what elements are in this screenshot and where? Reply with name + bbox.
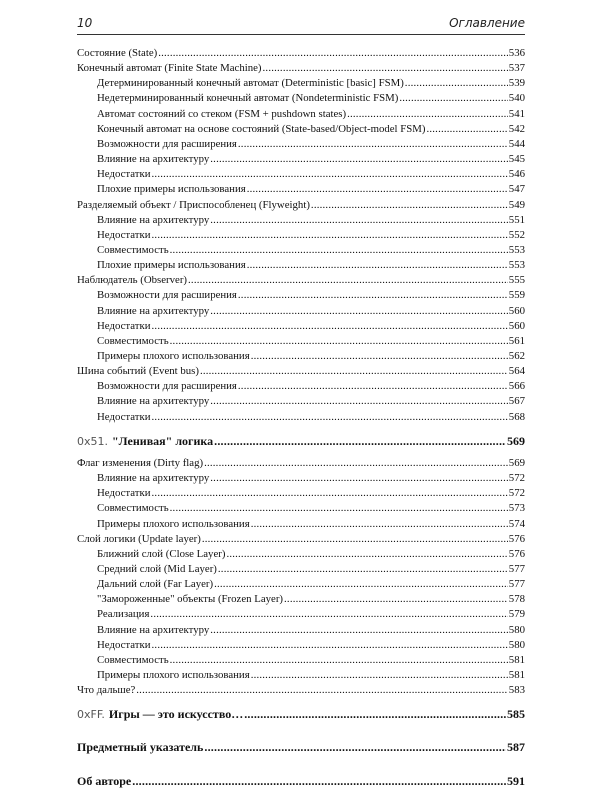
toc-chapter-entry[interactable] xyxy=(77,774,525,789)
toc-subsection-entry[interactable] xyxy=(77,244,525,256)
toc-entry-title: Дальний слой (Far Layer) xyxy=(97,578,214,591)
toc-dot-leader xyxy=(251,669,508,681)
toc-entry-page: 545 xyxy=(508,153,525,166)
toc-entry-title: Плохие примеры использования xyxy=(97,183,246,196)
toc-subsection-entry[interactable] xyxy=(77,608,525,620)
toc-entry-title: Слой логики (Update layer) xyxy=(77,532,201,545)
toc-subsection-entry[interactable] xyxy=(77,214,525,226)
toc-dot-leader xyxy=(238,138,508,150)
toc-subsection-entry[interactable] xyxy=(77,578,525,590)
toc-entry-title: Влияние на архитектуру xyxy=(97,395,210,408)
toc-entry-title: Влияние на архитектуру xyxy=(97,153,210,166)
toc-section-entry[interactable] xyxy=(77,274,525,286)
toc-dot-leader xyxy=(152,411,508,423)
toc-dot-leader xyxy=(244,707,506,722)
toc-subsection-entry[interactable] xyxy=(77,380,525,392)
toc-dot-leader xyxy=(188,274,508,286)
toc-entry-page: 536 xyxy=(508,47,525,59)
toc-dot-leader xyxy=(251,350,508,362)
toc-dot-leader xyxy=(284,593,508,605)
toc-subsection-entry[interactable] xyxy=(77,624,525,636)
toc-entry-page: 579 xyxy=(508,608,525,621)
toc-dot-leader xyxy=(150,608,507,620)
toc-entry-title: Об авторе xyxy=(77,773,132,788)
toc-dot-leader xyxy=(210,305,508,317)
toc-entry-title: Влияние на архитектуру xyxy=(97,623,210,636)
toc-entry-page: 553 xyxy=(508,259,525,272)
toc-section-entry[interactable] xyxy=(77,62,525,74)
toc-dot-leader xyxy=(132,774,506,789)
toc-chapter-entry[interactable] xyxy=(77,434,525,449)
toc-entry-page: 539 xyxy=(508,77,525,90)
toc-entry-page: 577 xyxy=(508,578,525,591)
toc-entry-title: Примеры плохого использования xyxy=(97,350,250,362)
toc-dot-leader xyxy=(210,214,508,226)
toc-dot-leader xyxy=(426,123,507,135)
toc-entry-title: Возможности для расширения xyxy=(97,289,237,302)
toc-entry-page: 578 xyxy=(508,593,525,606)
toc-dot-leader xyxy=(170,244,508,256)
toc-dot-leader xyxy=(399,92,507,104)
toc-entry-page: 540 xyxy=(508,92,525,105)
toc-entry-title: Шина событий (Event bus) xyxy=(77,365,199,378)
toc-dot-leader xyxy=(152,168,508,180)
toc-dot-leader xyxy=(136,684,508,696)
toc-subsection-entry[interactable] xyxy=(77,77,525,89)
toc-dot-leader xyxy=(152,639,508,651)
toc-entry-title: Совместимость xyxy=(97,334,169,347)
toc-entry-page: 553 xyxy=(508,243,525,256)
toc-entry-page: 567 xyxy=(508,395,525,408)
running-title: Оглавление xyxy=(449,16,525,30)
toc-entry-title: Примеры плохого использования xyxy=(97,517,250,530)
toc-entry-title: Наблюдатель (Observer) xyxy=(77,274,188,287)
toc-dot-leader xyxy=(202,533,508,545)
toc-dot-leader xyxy=(158,47,508,59)
toc-entry-page: 561 xyxy=(508,334,525,347)
toc-subsection-entry[interactable] xyxy=(77,487,525,499)
toc-subsection-entry[interactable] xyxy=(77,183,525,195)
toc-entry-page: 583 xyxy=(508,684,525,697)
toc-entry-title: Детерминированный конечный автомат (Deterministic [basic] FSM) xyxy=(97,77,404,90)
toc-entry-title: Плохие примеры использования xyxy=(97,259,246,272)
toc-entry-page: 574 xyxy=(508,517,525,530)
toc-entry-page: 572 xyxy=(508,487,525,500)
toc-entry-page: 585 xyxy=(507,707,525,722)
toc-entry-page: 587 xyxy=(507,740,525,755)
toc-subsection-entry[interactable] xyxy=(77,138,525,150)
toc-entry-page: 541 xyxy=(508,107,525,120)
toc-entry-title: Недостатки xyxy=(97,410,151,423)
toc-dot-leader xyxy=(263,62,508,74)
toc-entry-page: 552 xyxy=(508,228,525,241)
toc-entry-title: Примеры плохого использования xyxy=(97,669,250,681)
toc-entry-page: 549 xyxy=(508,198,525,211)
toc-entry-page: 572 xyxy=(508,472,525,485)
toc-subsection-entry[interactable] xyxy=(77,320,525,332)
toc-entry-title: Влияние на архитектуру xyxy=(97,472,210,485)
toc-dot-leader xyxy=(152,487,508,499)
toc-entry-title: Что дальше? xyxy=(77,684,136,697)
toc-entry-title: "Замороженные" объекты (Frozen Layer) xyxy=(97,593,284,606)
toc-entry-page: 537 xyxy=(508,62,525,75)
toc-dot-leader xyxy=(238,289,508,301)
toc-section-entry[interactable] xyxy=(77,533,525,545)
toc-dot-leader xyxy=(247,259,508,271)
toc-subsection-entry[interactable] xyxy=(77,305,525,317)
toc-entry-title: Возможности для расширения xyxy=(97,380,237,393)
toc-dot-leader xyxy=(210,624,508,636)
toc-entry-title: Недостатки xyxy=(97,228,151,241)
toc-dot-leader xyxy=(210,153,508,165)
toc-dot-leader xyxy=(218,563,508,575)
toc-entry-page: 573 xyxy=(508,502,525,515)
toc-entry-title: Игры — это искусство… xyxy=(108,707,244,722)
toc-entry-page: 566 xyxy=(508,380,525,393)
toc-entry-page: 555 xyxy=(508,274,525,287)
toc-entry-title: Недостатки xyxy=(97,638,151,651)
toc-entry-title: Влияние на архитектуру xyxy=(97,213,210,226)
toc-entry-page: 568 xyxy=(508,410,525,423)
toc-dot-leader xyxy=(152,229,508,241)
toc-section-entry[interactable] xyxy=(77,365,525,377)
toc-subsection-entry[interactable] xyxy=(77,502,525,514)
toc-subsection-entry[interactable] xyxy=(77,229,525,241)
toc-entry-title: "Ленивая" логика xyxy=(112,433,214,448)
toc-entry-page: 569 xyxy=(508,456,525,469)
toc-entry-title: Недетерминированный конечный автомат (Nondeterministic FSM) xyxy=(97,92,399,105)
toc-subsection-entry[interactable] xyxy=(77,350,525,362)
toc-section-entry[interactable] xyxy=(77,457,525,469)
toc-entry-page: 560 xyxy=(508,319,525,332)
toc-subsection-entry[interactable] xyxy=(77,289,525,301)
toc-subsection-entry[interactable] xyxy=(77,92,525,104)
toc-entry-title: Конечный автомат на основе состояний (State-based/Object-model FSM) xyxy=(97,122,426,135)
toc-entry-page: 560 xyxy=(508,304,525,317)
toc-entry-title: Совместимость xyxy=(97,243,169,256)
toc-dot-leader xyxy=(210,472,508,484)
toc-entry-page: 546 xyxy=(508,168,525,181)
toc-entry-title: Возможности для расширения xyxy=(97,137,237,150)
toc-entry-page: 547 xyxy=(508,183,525,196)
toc-entry-title: Совместимость xyxy=(97,653,169,666)
toc-entry-title: Конечный автомат (Finite State Machine) xyxy=(77,62,262,75)
toc-subsection-entry[interactable] xyxy=(77,168,525,180)
toc-subsection-entry[interactable] xyxy=(77,108,525,120)
toc-subsection-entry[interactable] xyxy=(77,518,525,530)
toc-subsection-entry[interactable] xyxy=(77,472,525,484)
toc-entry-title: Реализация xyxy=(97,608,150,621)
toc-entry-title: Средний слой (Mid Layer) xyxy=(97,562,217,575)
toc-entry-title: Состояние (State) xyxy=(77,47,158,59)
toc-dot-leader xyxy=(204,740,506,755)
toc-chapter-prefix: 0xFF. xyxy=(77,708,105,722)
toc-subsection-entry[interactable] xyxy=(77,335,525,347)
toc-entry-page: 542 xyxy=(508,122,525,135)
toc-dot-leader xyxy=(226,548,507,560)
toc-dot-leader xyxy=(311,199,508,211)
toc-entry-title: Ближний слой (Close Layer) xyxy=(97,547,226,560)
toc-dot-leader xyxy=(170,654,508,666)
toc-entry-title: Недостатки xyxy=(97,168,151,181)
toc-dot-leader xyxy=(405,77,508,89)
toc-dot-leader xyxy=(214,578,508,590)
toc-subsection-entry[interactable] xyxy=(77,123,525,135)
toc-entry-page: 580 xyxy=(508,638,525,651)
page-header xyxy=(77,14,525,35)
toc-section-entry[interactable] xyxy=(77,199,525,211)
toc-entry-page: 562 xyxy=(508,350,525,362)
toc-entry-page: 580 xyxy=(508,623,525,636)
toc-subsection-entry[interactable] xyxy=(77,411,525,423)
toc-dot-leader xyxy=(347,108,508,120)
toc-entry-page: 569 xyxy=(507,433,525,448)
toc-entry-title: Недостатки xyxy=(97,319,151,332)
toc-entry-page: 551 xyxy=(508,213,525,226)
toc-dot-leader xyxy=(170,502,508,514)
toc-subsection-entry[interactable] xyxy=(77,548,525,560)
toc-dot-leader xyxy=(251,518,508,530)
toc-dot-leader xyxy=(170,335,508,347)
toc-section-entry[interactable] xyxy=(77,47,525,59)
toc-dot-leader xyxy=(152,320,508,332)
toc-entry-page: 577 xyxy=(508,562,525,575)
toc-subsection-entry[interactable] xyxy=(77,153,525,165)
page-number: 10 xyxy=(77,16,93,30)
toc-subsection-entry[interactable] xyxy=(77,593,525,605)
toc-entry-page: 576 xyxy=(508,532,525,545)
toc-entry-title: Совместимость xyxy=(97,502,169,515)
toc-chapter-prefix: 0x51. xyxy=(77,434,109,448)
toc-subsection-entry[interactable] xyxy=(77,395,525,407)
toc-subsection-entry[interactable] xyxy=(77,639,525,651)
toc-dot-leader xyxy=(200,365,508,377)
toc-entry-title: Недостатки xyxy=(97,487,151,500)
toc-subsection-entry[interactable] xyxy=(77,669,525,681)
toc-dot-leader xyxy=(214,434,506,449)
toc-entry-title: Флаг изменения (Dirty flag) xyxy=(77,456,204,469)
toc-entry-title: Предметный указатель xyxy=(77,740,204,755)
toc-entry-title: Автомат состояний со стеком (FSM + pushdown states) xyxy=(97,107,347,120)
toc-chapter-entry[interactable] xyxy=(77,740,525,755)
toc-dot-leader xyxy=(247,183,508,195)
toc-entry-page: 564 xyxy=(508,365,525,378)
toc-entry-title: Влияние на архитектуру xyxy=(97,304,210,317)
toc-dot-leader xyxy=(204,457,508,469)
toc-subsection-entry[interactable] xyxy=(77,259,525,271)
toc-dot-leader xyxy=(238,380,508,392)
toc-entry-page: 576 xyxy=(508,547,525,560)
toc-entry-page: 591 xyxy=(507,773,525,788)
toc-entry-page: 581 xyxy=(508,653,525,666)
toc-entry-page: 581 xyxy=(508,669,525,681)
toc-entry-page: 544 xyxy=(508,137,525,150)
toc-chapter-entry[interactable] xyxy=(77,707,525,722)
toc-subsection-entry[interactable] xyxy=(77,563,525,575)
toc-subsection-entry[interactable] xyxy=(77,654,525,666)
toc-dot-leader xyxy=(210,395,508,407)
toc-entry-title: Разделяемый объект / Приспособленец (Flyweight) xyxy=(77,198,310,211)
toc-section-entry[interactable] xyxy=(77,684,525,696)
toc-entry-page: 559 xyxy=(508,289,525,302)
